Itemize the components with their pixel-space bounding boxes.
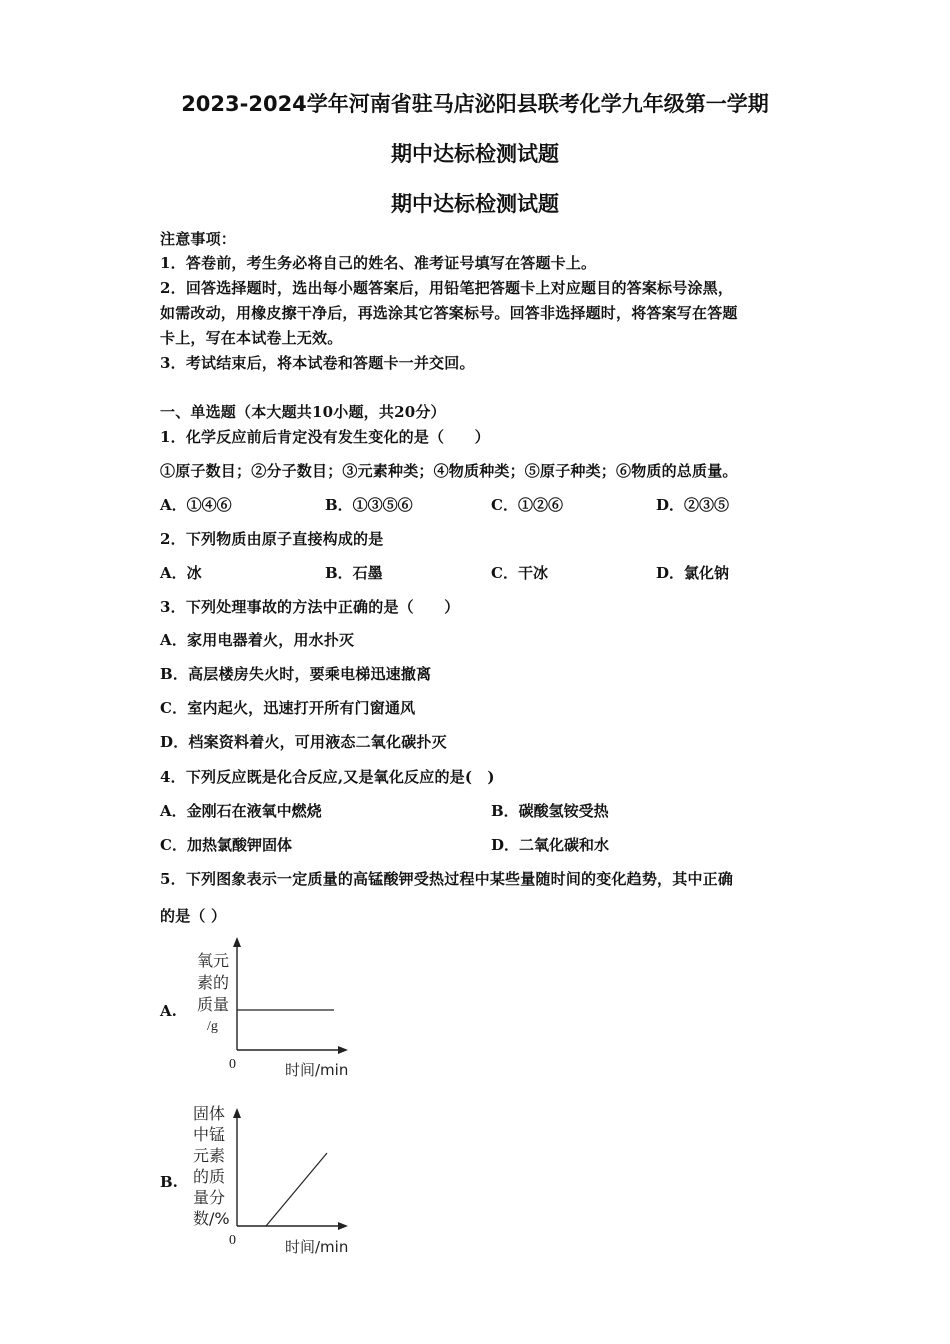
q4-option-a: A．金刚石在液氧中燃烧: [160, 802, 322, 820]
notice-heading: 注意事项：: [160, 230, 237, 248]
q3-option-b: B．高层楼房失火时，要乘电梯迅速撤离: [160, 665, 432, 683]
q1-option-b: B．①③⑤⑥: [325, 496, 413, 514]
q1-items: ①原子数目；②分子数目；③元素种类；④物质种类；⑤原子种类；⑥物质的总质量。: [160, 462, 738, 480]
q5-graph-a-ylabel-line3: 质量: [197, 995, 230, 1014]
q5-graph-a-y-arrow: [233, 937, 241, 947]
q1-option-d: D．②③⑤: [656, 496, 730, 514]
q5-stem-line1: 5．下列图象表示一定质量的高锰酸钾受热过程中某些量随时间的变化趋势，其中正确: [160, 870, 734, 888]
q2-option-a: A．冰: [160, 564, 202, 582]
q5-graph-b-ylabel-line6: 数/%: [193, 1209, 230, 1228]
q5-graph-b-ylabel-line3: 元素: [193, 1146, 226, 1165]
q5-graph-b-ylabel-line5: 量分: [193, 1188, 226, 1207]
notice-item-2-line3: 卡上，写在本试卷上无效。: [160, 329, 343, 347]
notice-item-2-line1: 2．回答选择题时，选出每小题答案后，用铅笔把答题卡上对应题目的答案标号涂黑，: [160, 279, 734, 297]
q5-graph-b-ylabel-line1: 固体: [193, 1104, 226, 1123]
q5-graph-b-x-arrow: [338, 1222, 348, 1230]
notice-item-3: 3．考试结束后，将本试卷和答题卡一并交回。: [160, 354, 475, 372]
q4-option-d: D．二氧化碳和水: [491, 836, 610, 854]
q5-graph-b-origin: 0: [229, 1233, 236, 1248]
q5-graph-a-label: A.: [160, 1002, 177, 1020]
q5-graph-a-ylabel-unit: /g: [207, 1019, 218, 1034]
q2-option-b: B．石墨: [325, 564, 383, 582]
q5-graph-b-ylabel-line4: 的质: [193, 1167, 226, 1186]
q1-stem: 1．化学反应前后肯定没有发生变化的是（ ）: [160, 428, 490, 446]
page-title-line1: 2023-2024学年河南省驻马店泌阳县联考化学九年级第一学期: [181, 92, 769, 116]
notice-item-1: 1．答卷前，考生务必将自己的姓名、准考证号填写在答题卡上。: [160, 254, 597, 272]
q4-stem: 4．下列反应既是化合反应,又是氧化反应的是( ): [160, 768, 495, 786]
q5-graph-a-ylabel: [197, 950, 229, 1038]
q4-option-b: B．碳酸氢铵受热: [491, 802, 609, 820]
q3-option-a: A．家用电器着火，用水扑灭: [160, 631, 355, 649]
q5-graph-a-ylabel-line1: 氧元: [197, 951, 230, 970]
page-title-line3: 期中达标检测试题: [391, 192, 559, 216]
q5-graph-a-xlabel: 时间/min: [285, 1061, 349, 1079]
q2-option-d: D．氯化钠: [656, 564, 730, 582]
q3-option-d: D．档案资料着火，可用液态二氧化碳扑灭: [160, 733, 447, 751]
q3-stem: 3．下列处理事故的方法中正确的是（ ）: [160, 598, 460, 616]
q2-stem: 2．下列物质由原子直接构成的是: [160, 530, 384, 548]
q5-stem-line2: 的是（ ）: [160, 907, 227, 925]
section-heading: 一、单选题（本大题共10小题，共20分）: [160, 403, 446, 421]
q5-graph-b-y-arrow: [233, 1108, 241, 1118]
q2-option-c: C．干冰: [491, 564, 548, 582]
notice-item-2-line2: 如需改动，用橡皮擦干净后，再选涂其它答案标号。回答非选择题时，将答案写在答题: [160, 304, 738, 322]
q5-graph-a-ylabel-line2: 素的: [197, 973, 230, 992]
q1-option-c: C．①②⑥: [491, 496, 563, 514]
q1-option-a: A．①④⑥: [160, 496, 232, 514]
q5-graph-b-ylabel-line2: 中锰: [193, 1125, 226, 1144]
page-title-line2: 期中达标检测试题: [391, 142, 559, 166]
q5-graph-b-label: B.: [160, 1173, 178, 1191]
q4-option-c: C．加热氯酸钾固体: [160, 836, 292, 854]
q3-option-c: C．室内起火，迅速打开所有门窗通风: [160, 699, 416, 717]
q5-graph-b-ylabel: [193, 1103, 230, 1229]
q5-graph-b-curve: [266, 1153, 327, 1226]
q5-graph-b-xlabel: 时间/min: [285, 1238, 349, 1256]
q5-graph-a-x-arrow: [338, 1046, 348, 1054]
q5-graph-a-origin: 0: [229, 1057, 236, 1072]
q5-graph-b: [230, 1106, 355, 1231]
q5-graph-a: [230, 935, 355, 1060]
